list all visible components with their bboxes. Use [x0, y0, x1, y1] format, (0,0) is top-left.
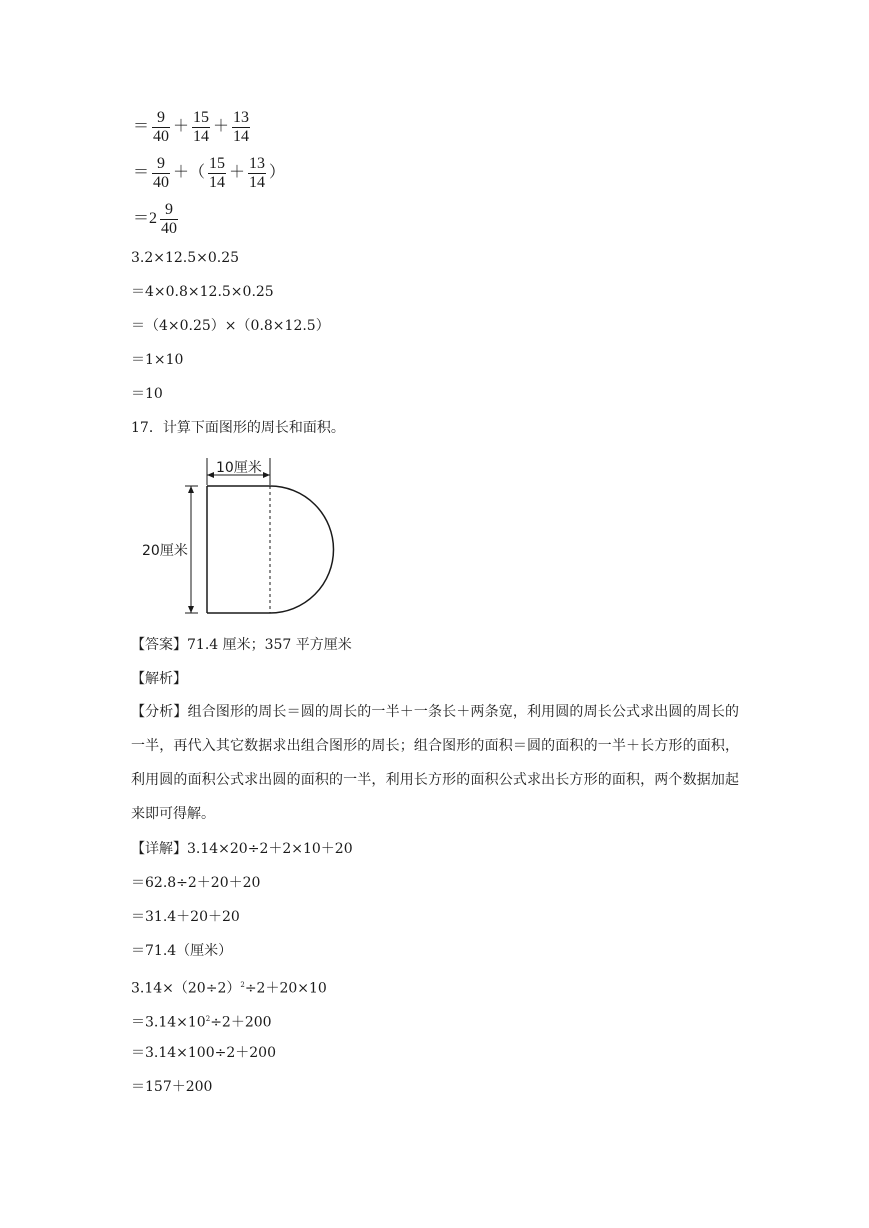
area-line: $=3.14\times 10^2\div 2+200$: [131, 1014, 272, 1031]
calc-line: 3.2×12.5×0.25: [131, 250, 240, 266]
arrow-up-icon: [188, 486, 194, 493]
analysis-paragraph: 【分析】组合图形的周长＝圆的周长的一半＋一条长＋两条宽，利用圆的周长公式求出圆的周长的一半，再代入其它数据求出组合图形的周长；组合图形的面积＝圆的面积的一半＋长方形的面积，利用圆的面积公式求出圆的面积的一半，利用长方形的面积公式求出长方形的面积，两个数据加起来即可得解。: [131, 704, 739, 822]
fraction: $\frac{9}{40}$: [161, 200, 178, 237]
fraction-line-1: ＝ $\frac{9}{40}$ ＋ $\frac{15}{14}$ ＋ $\frac{13}{14}$: [133, 108, 250, 145]
figure-svg: [140, 455, 350, 620]
fraction: $\frac{15}{14}$: [193, 108, 210, 145]
semicircle-arc: [270, 486, 334, 613]
arrow-right-icon: [263, 472, 270, 478]
area-line: $3.14\times(20\div 2)^2\div 2+20\times 10$: [131, 980, 327, 997]
fraction: $\frac{13}{14}$: [249, 154, 266, 191]
arrow-left-icon: [207, 472, 214, 478]
calc-line: ＝4×0.8×12.5×0.25: [131, 284, 274, 300]
detail-line: ＝71.4（厘米）: [131, 943, 233, 959]
top-dimension-label: 10厘米: [216, 460, 262, 476]
analysis-heading: 【解析】: [131, 671, 187, 687]
calc-line: ＝1×10: [131, 352, 184, 368]
fraction: $\frac{13}{14}$: [233, 108, 250, 145]
fraction-line-2: ＝ $\frac{9}{40}$ ＋（ $\frac{15}{14}$ ＋ $\frac{13}{14}$ ）: [133, 154, 286, 191]
side-dimension-label: 20厘米: [142, 543, 188, 559]
detail-line: ＝31.4＋20＋20: [131, 909, 240, 925]
composite-shape-figure: [140, 455, 350, 624]
fraction: $\frac{9}{40}$: [153, 154, 170, 191]
detail-line: 【详解】3.14×20÷2＋2×10＋20: [131, 841, 353, 857]
detail-line: ＝62.8÷2＋20＋20: [131, 875, 261, 891]
fraction: $\frac{15}{14}$: [209, 154, 226, 191]
calc-line: ＝10: [131, 386, 163, 402]
fraction: $\frac{9}{40}$: [153, 108, 170, 145]
answer-text: 【答案】71.4 厘米；357 平方厘米: [131, 637, 352, 653]
area-line: ＝3.14×100÷2＋200: [131, 1045, 276, 1061]
area-line: ＝157＋200: [131, 1079, 213, 1095]
arrow-down-icon: [188, 606, 194, 613]
fraction-line-3: ＝2 $\frac{9}{40}$: [133, 200, 178, 237]
calc-line: ＝（4×0.25）×（0.8×12.5）: [131, 318, 330, 334]
question-text: 17．计算下面图形的周长和面积。: [131, 420, 345, 436]
